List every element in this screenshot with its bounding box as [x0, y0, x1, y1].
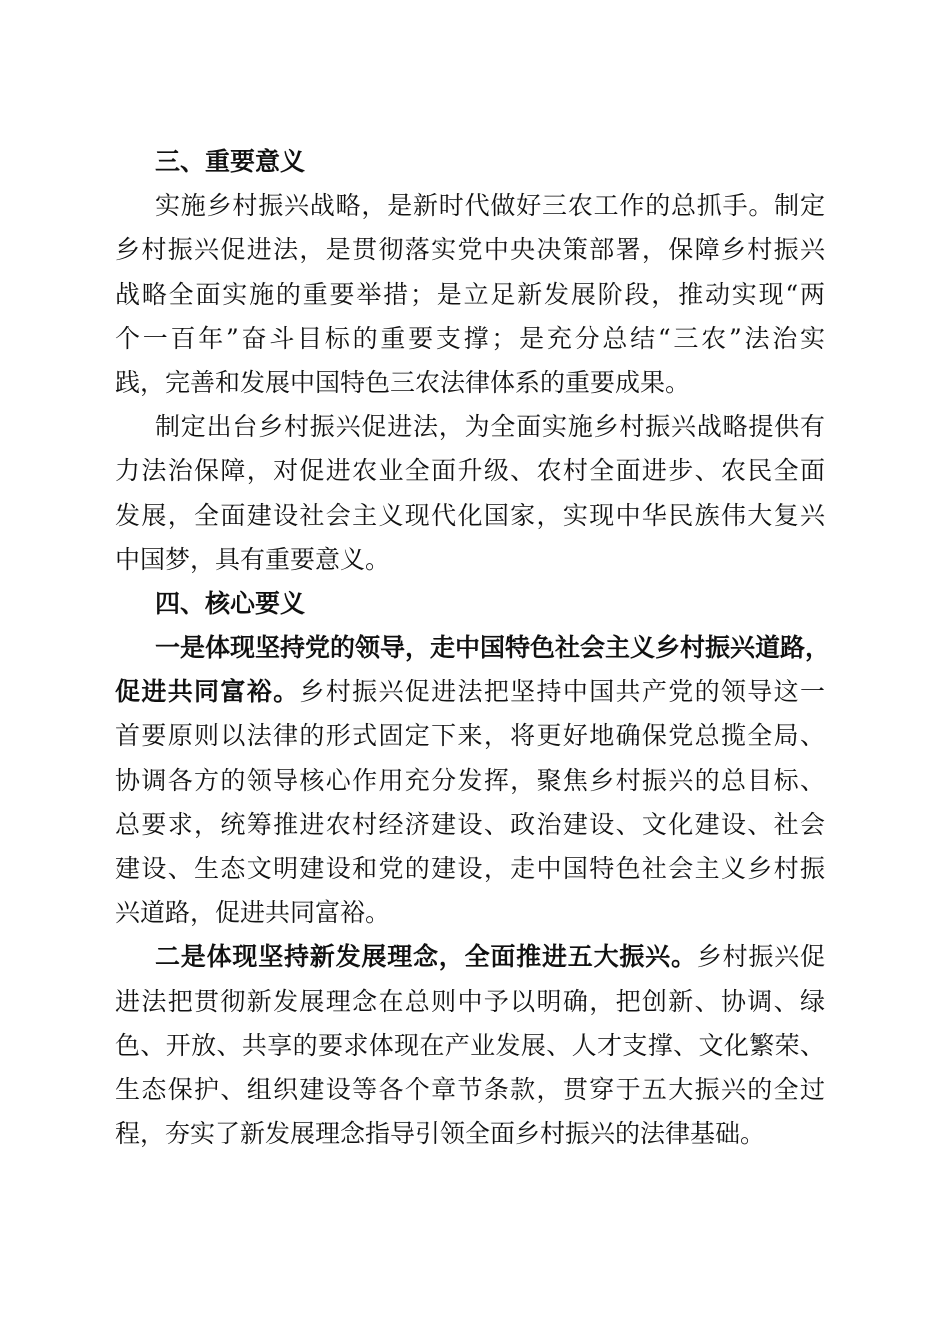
paragraph-significance-1	[115, 184, 825, 405]
text-line: 中国梦，具有重要意义。	[115, 544, 391, 574]
text-line: 色、开放、共享的要求体现在产业发展、人才支撑、文化繁荣、	[115, 1030, 825, 1060]
text-line: 发展，全面建设社会主义现代化国家，实现中华民族伟大复兴	[115, 500, 825, 530]
text-line: 兴道路，促进共同富裕。	[115, 898, 391, 928]
text-line: 进法把贯彻新发展理念在总则中予以明确，把创新、协调、绿	[115, 986, 825, 1016]
text-line: 践，完善和发展中国特色三农法律体系的重要成果。	[115, 367, 691, 397]
bold-lead: 促进共同富裕。	[115, 677, 300, 707]
section-heading-core-meaning: 四、核心要义	[155, 588, 306, 618]
document-page	[115, 140, 831, 1156]
text-line: 建设、生态文明建设和党的建设，走中国特色社会主义乡村振	[115, 854, 825, 883]
paragraph-core-2	[115, 935, 825, 1156]
text-line: 乡村振兴促进法，是贯彻落实党中央决策部署，保障乡村振兴	[115, 235, 825, 265]
text-line: 首要原则以法律的形式固定下来，将更好地确保党总揽全局、	[115, 721, 825, 751]
bold-lead: 二是体现坚持新发展理念，全面推进五大振兴。	[155, 942, 697, 972]
text-line-mixed	[115, 935, 825, 979]
text-line: 协调各方的领导核心作用充分发挥，聚焦乡村振兴的总目标、	[115, 765, 825, 795]
text-line: 制定出台乡村振兴促进法，为全面实施乡村振兴战略提供有	[155, 412, 825, 442]
paragraph-significance-2	[115, 405, 825, 582]
text-line: 实施乡村振兴战略，是新时代做好三农工作的总抓手。制定	[155, 191, 825, 221]
section-heading-significance: 三、重要意义	[155, 147, 306, 176]
text-line: 程，夯实了新发展理念指导引领全面乡村振兴的法律基础。	[115, 1119, 766, 1149]
text-run: 乡村振兴促进法把坚持中国共产党的领导这一	[299, 677, 825, 707]
text-line-bold: 一是体现坚持党的领导，走中国特色社会主义乡村振兴道路，	[155, 633, 831, 663]
text-line: 总要求，统筹推进农村经济建设、政治建设、文化建设、社会	[115, 809, 825, 839]
text-line-mixed	[115, 670, 825, 714]
text-line: 生态保护、组织建设等各个章节条款，贯穿于五大振兴的全过	[115, 1074, 825, 1104]
text-line: 力法治保障，对促进农业全面升级、农村全面进步、农民全面	[115, 456, 825, 486]
paragraph-core-1	[115, 626, 831, 935]
text-run: 乡村振兴促	[696, 942, 825, 972]
text-line: 个一百年”奋斗目标的重要支撑；是充分总结“三农”法治实	[115, 323, 825, 353]
text-line: 战略全面实施的重要举措；是立足新发展阶段，推动实现“两	[115, 279, 825, 309]
